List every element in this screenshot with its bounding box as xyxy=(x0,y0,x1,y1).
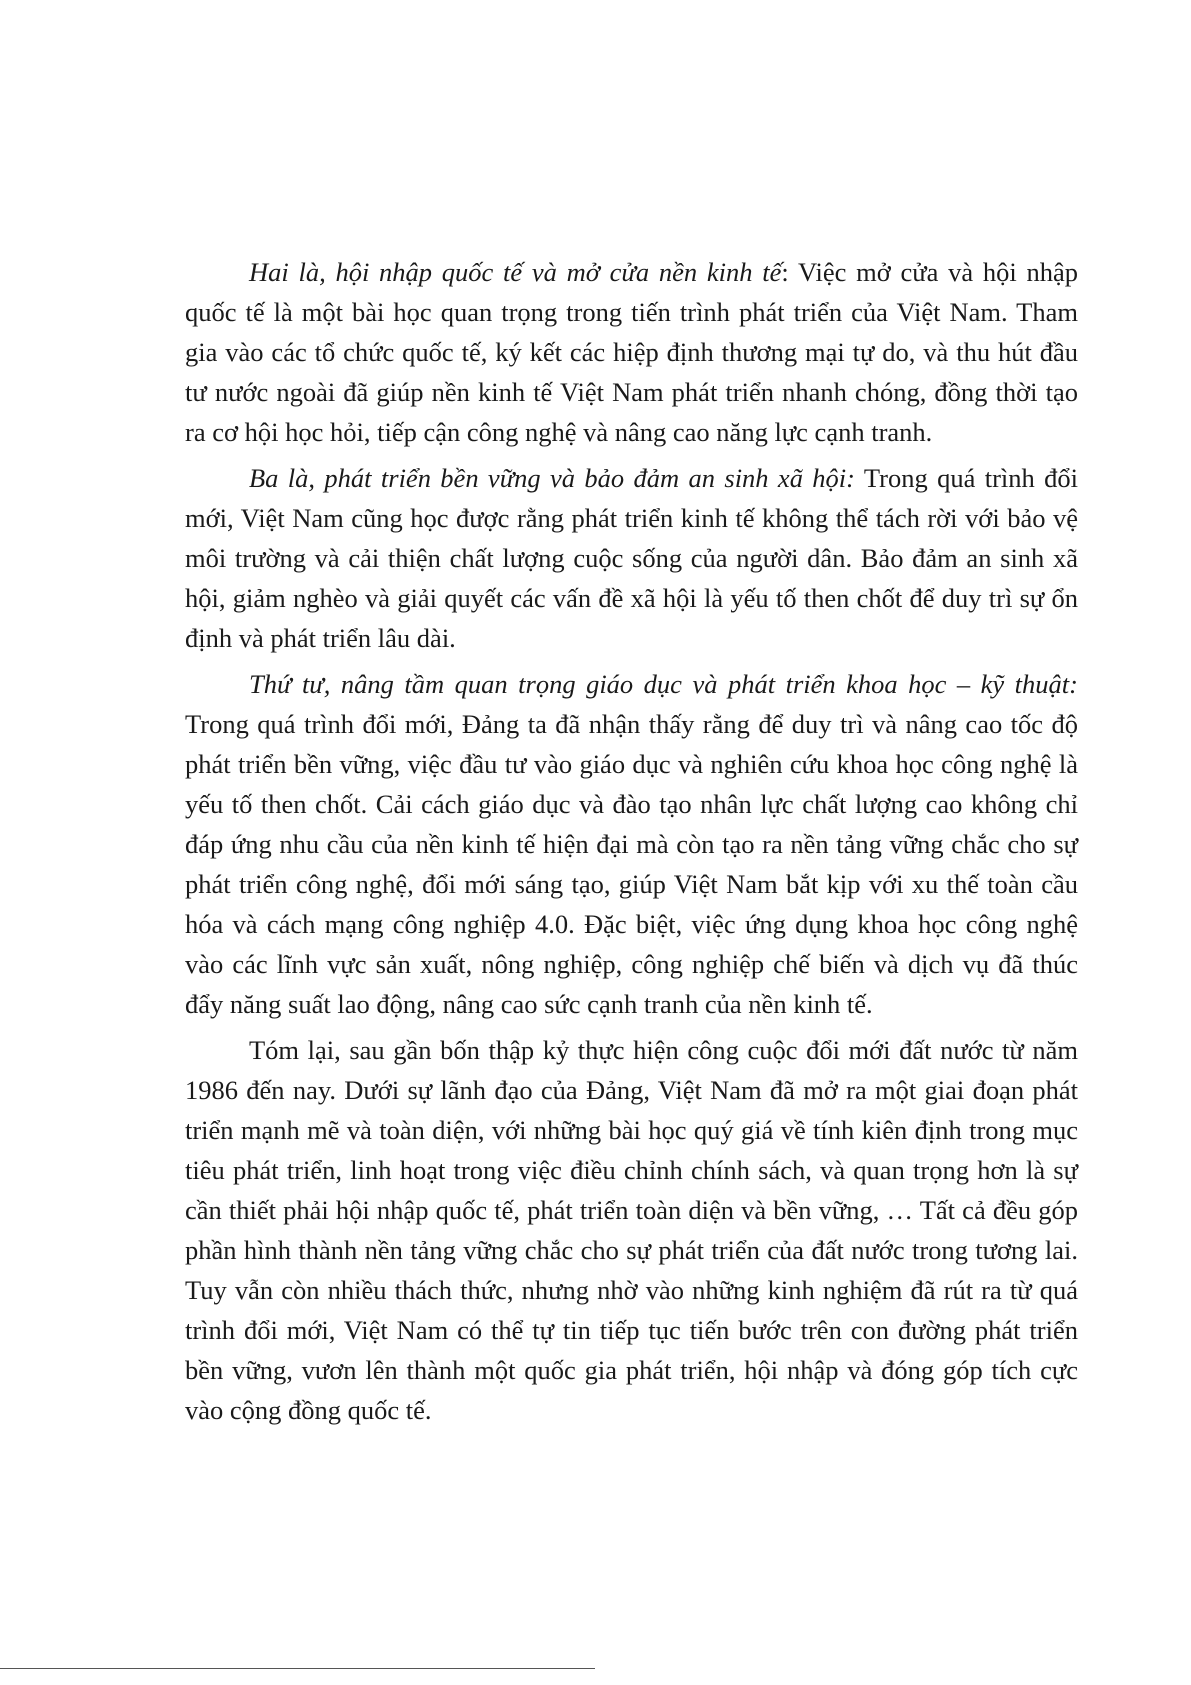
paragraph-education-science xyxy=(185,664,1078,1024)
paragraph-text: Tóm lại, sau gần bốn thập kỷ thực hiện công cuộc đổi mới đất nước từ năm 1986 đến nay. Dưới sự lãnh đạo của Đảng, Việt Nam đã mở ra một giai đoạn phát triển mạnh mẽ và toàn diện, với những bài học quý giá về tính kiên định trong mục tiêu phát triển, linh hoạt trong việc điều chỉnh chính sách, và quan trọng hơn là sự cần thiết phải hội nhập quốc tế, phát triển toàn diện và bền vững, … Tất cả đều góp phần hình thành nền tảng vững chắc cho sự phát triển của đất nước trong tương lai. Tuy vẫn còn nhiều thách thức, nhưng nhờ vào những kinh nghiệm đã rút ra từ quá trình đổi mới, Việt Nam có thể tự tin tiếp tục tiến bước trên con đường phát triển bền vững, vươn lên thành một quốc gia phát triển, hội nhập và đóng góp tích cực vào cộng đồng quốc tế. xyxy=(185,1035,1078,1425)
paragraph-text: Trong quá trình đổi mới, Đảng ta đã nhận thấy rằng để duy trì và nâng cao tốc độ phát triển bền vững, việc đầu tư vào giáo dục và nghiên cứu khoa học công nghệ là yếu tố then chốt. Cải cách giáo dục và đào tạo nhân lực chất lượng cao không chỉ đáp ứng nhu cầu của nền kinh tế hiện đại mà còn tạo ra nền tảng vững chắc cho sự phát triển công nghệ, đổi mới sáng tạo, giúp Việt Nam bắt kịp với xu thế toàn cầu hóa và cách mạng công nghiệp 4.0. Đặc biệt, việc ứng dụng khoa học công nghệ vào các lĩnh vực sản xuất, nông nghiệp, công nghiệp chế biến và dịch vụ đã thúc đẩy năng suất lao động, nâng cao sức cạnh tranh của nền kinh tế. xyxy=(185,709,1078,1019)
document-body xyxy=(185,252,1078,1436)
paragraph-lead-heading: Hai là, hội nhập quốc tế và mở cửa nền kinh tế xyxy=(249,257,782,287)
paragraph-lead-heading: Thứ tư, nâng tầm quan trọng giáo dục và phát triển khoa học – kỹ thuật: xyxy=(249,669,1078,699)
paragraph-lead-heading: Ba là, phát triển bền vững và bảo đảm an sinh xã hội: xyxy=(249,463,855,493)
paragraph-text: Trong quá trình đổi mới, Việt Nam cũng học được rằng phát triển kinh tế không thể tách rời với bảo vệ môi trường và cải thiện chất lượng cuộc sống của người dân. Bảo đảm an sinh xã hội, giảm nghèo và giải quyết các vấn đề xã hội là yếu tố then chốt để duy trì sự ổn định và phát triển lâu dài. xyxy=(185,463,1078,653)
paragraph-text: : Việc mở cửa và hội nhập quốc tế là một bài học quan trọng trong tiến trình phát triển của Việt Nam. Tham gia vào các tổ chức quốc tế, ký kết các hiệp định thương mại tự do, và thu hút đầu tư nước ngoài đã giúp nền kinh tế Việt Nam phát triển nhanh chóng, đồng thời tạo ra cơ hội học hỏi, tiếp cận công nghệ và nâng cao năng lực cạnh tranh. xyxy=(185,257,1078,447)
paragraph-sustainable-development xyxy=(185,458,1078,658)
paragraph-conclusion xyxy=(185,1030,1078,1430)
paragraph-international-integration xyxy=(185,252,1078,452)
footnote-divider xyxy=(0,1668,595,1669)
